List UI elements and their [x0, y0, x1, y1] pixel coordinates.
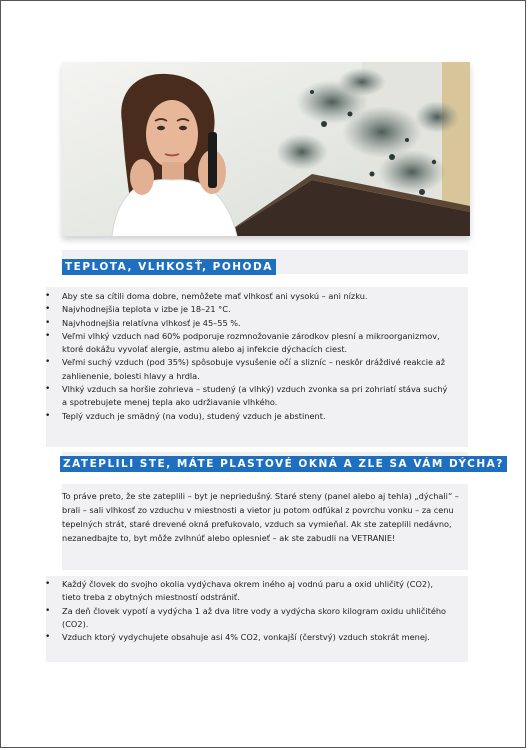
section2-heading: ZATEPLILI STE, MÁTE PLASTOVÉ OKNÁ A ZLE SA VÁM DÝCHA?: [60, 456, 507, 472]
header-photo: [62, 62, 470, 236]
mold-wall-photo-image: [62, 62, 470, 236]
list-item: • Teplý vzduch je smädný (na vodu), studený vzduch je abstinent.: [46, 410, 450, 423]
section2-paragraph: To práve preto, že ste zateplili – byt je nepriedušný. Staré steny (panel alebo aj tehla) „dýchali“ – brali – sali vlhkosť zo vzduchu v miestnosti a vietor ju potom odfúkal z povrchu vonku – za cenu tepelných strát, staré drevené okná prefukovalo, vzduch sa vymieňal. Ak ste zateplili nedávno, nezanedbajte to, byt môže zvlhnúť alebo oplesnieť – ak ste zabudli na VETRANIE!: [62, 491, 459, 543]
section3-bullet-list: [46, 578, 450, 644]
section1-bullet-list: [46, 290, 450, 423]
list-item: • Najvhodnejšia relatívna vlhkosť je 45–55 %.: [46, 317, 450, 330]
list-item: • Vlhký vzduch sa horšie zohrieva – studený (a vlhký) vzduch zvonka sa pri zohriatí stáva suchý a spotrebujete menej tepla ako udržiavanie vlhkého.: [46, 383, 450, 410]
list-item: • Najvhodnejšia teplota v izbe je 18–21 °C.: [46, 303, 450, 316]
list-item: • Za deň človek vypotí a vydýcha 1 až dva litre vody a vydýcha skoro kilogram oxidu uhličitého (CO2).: [46, 605, 450, 632]
section1-heading: TEPLOTA, VLHKOSŤ, POHODA: [62, 259, 276, 275]
list-item: • Veľmi vlhký vzduch nad 60% podporuje rozmnožovanie zárodkov plesní a mikroorganizmov, ktoré dokážu vyvolať alergie, astmu alebo aj infekcie dýchacích ciest.: [46, 330, 450, 357]
list-item: • Veľmi suchý vzduch (pod 35%) spôsobuje vysušenie očí a slizníc – neskôr dráždivé reakcie až zahlienenie, bolesti hlavy a hrdla.: [46, 356, 450, 383]
list-item: • Aby ste sa cítili doma dobre, nemôžete mať vlhkosť ani vysokú – ani nízku.: [46, 290, 450, 303]
list-item: • Vzduch ktorý vydychujete obsahuje asi 4% CO2, vonkajší (čerstvý) vzduch stokrát menej.: [46, 631, 450, 644]
list-item: • Každý človek do svojho okolia vydýchava okrem iného aj vodnú paru a oxid uhličitý (CO2), tieto treba z obytných miestností odstrániť.: [46, 578, 450, 605]
